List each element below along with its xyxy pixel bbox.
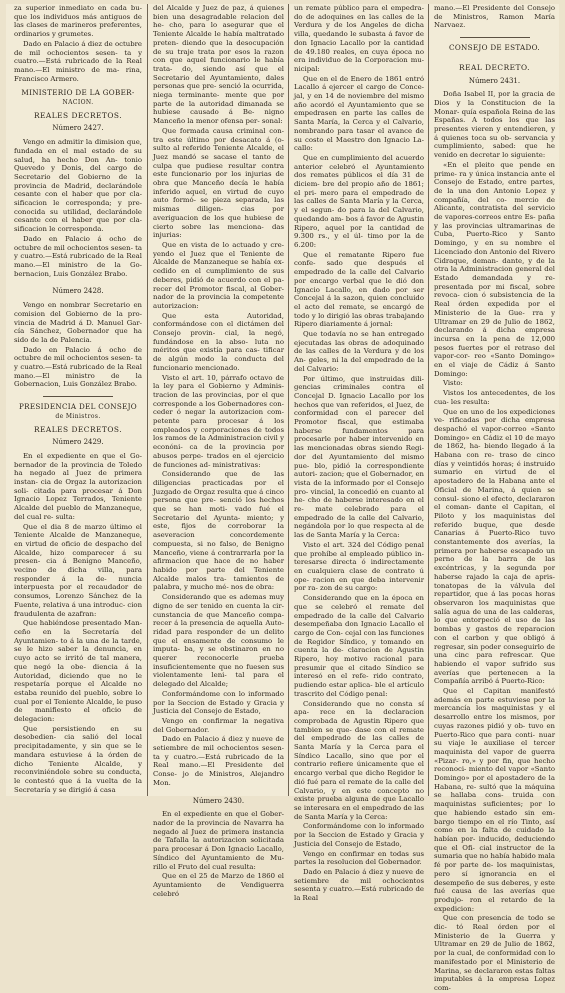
decree-number: Número 2431.	[468, 76, 521, 85]
paragraph: Conformándome con lo informado por la Seccion de Estado y Gracia y Justicia del Consejo de Estado,	[294, 822, 424, 848]
paragraph: En el expediente en que el Go- bernador de la provincia de Toledo ha negado al Juez de primera instan- cia de Orgaz la autorizacion soli- citada para procesar á Don Ignacio Lopez Terrados, Teniente Alcalde del pueblo de Manzaneque, del cual re- sulta:	[14, 451, 142, 521]
paragraph: Vengo en confirmar la negativa del Gobernador.	[153, 716, 284, 734]
paragraph: Que el rematante Ripero fue confe- sado que después el empedrado de la calle del Calvario por encargo verbal que le dió don Ignacio Lacallo, en dado por ser Concejal á la sazon, quien concluido el acto del remate, se encargó de todo y lo dirigió las obras trabajando Ripero diariamente á jornal:	[294, 250, 424, 329]
ministry-subheading: de Ministros.	[55, 412, 101, 420]
section-heading: REALES DECRETOS.	[33, 424, 123, 434]
paragraph: «En el pleito que pende en prime- ra y única instancia ante el Consejo de Estado, entre partes, de la una don Antonio Lopez y compañía, del co- mercio de Alicante, contratista del servicio de vapores-correos entre Es- paña y las provincias ultramarinas de Cuba, Puerto-Rico y Santo Domingo, y en su nombre el Licenciado don Antonio del Rivero Cidraque, deman- dante, y de la otra la Administracion general del Estado demandada y re- presentada por mi fiscal, sobre revoca- cion ó subsistencia de la Real órden expedida por el Ministerio de la Gue- rra y Ultramar en 29 de Julio de 1862, declarando á dicha empresa incursa en la pena de 12,000 pesos fuertes por el retraso del vapor-cor- reo «Santo Domingo» en el viaje de Cádiz á Santo Domingo:	[434, 160, 555, 378]
paragraph: Que esta Autoridad, conformándose con el dictámen del Consejo provin- cial, la negó, fundándose en la abso- luta no méritos que existía para cas- tificar de algún modo la conducta del funcionario mencionado.	[153, 311, 284, 372]
decree-number: Número 2430.	[192, 796, 245, 805]
paragraph: Que formada causa criminal con- tra este último por desacato á (o- sulto al referido Teniente Alcalde, el Juez mandó se sacase el tanto de culpa que pudiese resultar contra este funcionario por los injurias de obra que Manceño decía le había inferido aquel, en virtud de cuyo auto formó- se pieza separada, las mismas diligen- cias por averiguacion de los que hubiese de cierto sobre las menciona- das injurias:	[153, 126, 284, 240]
column-4	[434, 4, 555, 992]
paragraph: Dado en Palacio á ocho de octubre de mil ochocientos sesen- ta y cuatro.—Está rubricado de la Real mano.—El ministro de la Gobernacion, Luis González Brabo.	[14, 345, 142, 389]
paragraph: Por último, que instruidas dili- gencias criminales contra el Concejal D. Ignacio Lacallo por los hechos que van referidos, el Juez, de conformidad con el parecer del Promotor fiscal, que estimaba haberse fundamentos para procesarle por haber intervenido en las mencionadas obras siendo Regi- dor del Ayuntamiento del mismo pue- blo, pidió la correspondiente autori- zacion; que el Gobernador, en vista de la informado por el Consejo pro- vincial, la concedió en cuanto al he- cho de haberse interesado en el re- mate celebrado para el empedrado de la calle del Calvario, negándola por lo que respecta al de las de Santa María y la Cerca:	[294, 374, 424, 540]
paragraph: Conformándome con lo informado por la Seccion de Estado y Gracia y Justicia del Consejo de Estado,	[153, 689, 284, 716]
paragraph: Considerando que de las diligencias practicadas por el Juzgado de Orgaz resulta que á cinco persona que pre- senció los hechos que se han moti- vado fué el Secretario del Ayunta- miento; y este, fijos de corroborar la aseveracion concordemente compuesta, si no falso, de Benigno Manceño, viene á contrarrarla por la afirmacion que hace de no haber habido por parte del Teniente Alcalde malos tra- tamientos de palabra, y mucho mé- nos de obra:	[153, 470, 284, 592]
paragraph: Visto:	[443, 379, 463, 388]
column-3	[294, 4, 425, 903]
paragraph: Dado en Palacio á ocho de octubre de mil ochocientos sesen- ta y cuatro.—Está rubricado de la Real mano.—El ministro de la Go- bernacion, Luis González Brabo.	[14, 234, 142, 278]
paragraph: del Alcalde y Juez de paz, á quienes bien una desagradable relacion del he- cho, para lo asegurar que el Teniente Alcalde le había maltratado preten- diendo que la desocupación de su traje trata por esos la razon con que aquel funcionario le había trata- do, siendo así que el Secretario del Ayuntamiento, dales personas que pre- senció la ocurrida, niega terminante- mente que por parte de la autoridad dimanada se hubiese causado á Be- nigno Manceño la menor ofensa per- sonal:	[153, 4, 284, 126]
paragraph: Que en cumplimiento del acuerdo anterior celebró el Ayuntamiento dos remates públicos el día 31 de diciem- bre del propio año de 1861; el pri- mero para el empedrado de las calles de Santa María y la Cerca, y el segun- do para la del Calvario, quedando am- bos á favor de Agustin Ripero, aquel por la cantidad de 9.300 rs., y el úl- timo por la de 6.200:	[294, 153, 425, 249]
paragraph: Que persistiendo en su desobedien- cia salió del local precipitadamente, y sin que se le mandara estuviese á la órden de dicho Teniente Alcalde, y reconviniéndole sobre su conducta, le contestó que á la vuelta de la Secretaría y se dirigió á casa	[14, 724, 142, 794]
paragraph: Que en uno de los expediciones ve- rificadas por dicha empresa despachó el vapor-correo «Santo Domingo» en Cádiz el 10 de mayo de 1862, ha- biendo llegado á la Habana con re- traso de cinco días y veintidós horas; é instruido sumario en virtud de el apostadero de la Habana ante el Oficial de Marina, á quien se consul- siono el efecto, declararon el coman- dante el Capitan, el Piloto y los maquinistas del referido buque, que desde Canarias á Puerto-Rico tuvo constantemente dos averías, la primera por haberse escapado un perno de la barra de las excéntricas, y la segunda por haberse rajado la caja de apris- tonatopas de la válvula del repartidor, que á las pocas horas observaron los maquinistas que salía agua de una de las calderas, lo que entorpeció el uso de las bombas y gastos de reparacion con el carbon y que obligó á regresar, sin poder conseguirlo de una cinc para refrescar. Que habiendo el vapor sufrido sus averías que pertenecen a la Compañía arribó á Puerto-Rico:	[434, 407, 555, 686]
paragraph: Considerando que no consta sí apa- rece en la declaracion comprobada de Agustin Ripero que tambien se que- dase con el remate del empedrado de las calles de Santa María y la Cerca para el Síndico Lacallo, sino que por el contrario refiere únicamente que el encargo verbal que dicho Regidor le dió fué para el remate de la calle del Calvario, y en este concepto no existe prueba alguna de que Lacallo se interesara en el empedrado de las de Santa María y la Cerca:	[294, 699, 424, 821]
paragraph: Dado en Palacio á diez y nueve de setiembre de mil ochocientos sesenta y cuatro.—Está rubricado de la Real	[294, 867, 424, 903]
column-divider	[288, 4, 289, 796]
paragraph: Que en el de Enero de 1861 entró Lacallo á ejercer el cargo de Conce- jal, y en 14 de noviembre del mismo año acordó el Ayuntamiento que se empedrasen en parte las calles de Santa María, la Cerca y el Calvario, nombrando para tasar el avance de su costo el Maestro don Ignacio La- callo:	[294, 74, 424, 153]
paragraph: Que en el 25 de Marzo de 1860 el Ayuntamiento de Vendiguerra celebró	[153, 872, 284, 898]
ministry-subheading: NACION.	[62, 99, 94, 107]
section-rule	[460, 37, 530, 38]
column-divider	[428, 4, 429, 796]
gazette-page	[6, 4, 559, 992]
column-2	[153, 4, 284, 898]
ministry-heading: MINISTERIO DE LA GOBER-	[21, 88, 135, 98]
paragraph: Dado en Palacio á diez y nueve de setiembre de mil ochocientos sesen- ta y cuatro.—Está rubricado de la Real mano.—El Presidente del Conse- jo de Ministros, Alejandro Mon.	[153, 735, 284, 787]
paragraph: Vengo en nombrar Secretario en comision del Gobierno de la pro- vincia de Madrid á D. Manuel Gar- cía Sánchez, Gobernador que ha sido de la de Palencia.	[14, 301, 142, 344]
paragraph: Dado en Palacio á diez de octubre de mil ochocientos sesen- ta y cuatro.—Está rubricado de la Real mano.—El ministro de ma- rina, Francisco Armero.	[14, 39, 142, 83]
ministry-heading: PRESIDENCIA DEL CONSEJO	[19, 402, 137, 412]
decree-number: Número 2429.	[52, 438, 104, 447]
paragraph: Vengo en admitir la dimision que, fundada en el mal estado de su salud, ha hecho Don An- tonio Quevedo y Donis, del cargo de Secretario del Gobierno de la provincia de Madrid, declarándole cesante con el haber que por cla- sificacion le corresponda; y pre- conocida su utilidad, declarándole cesante con el haber que por cla- sificacion le corresponda.	[14, 138, 142, 234]
section-heading: REALES DECRETOS.	[33, 110, 123, 120]
paragraph: Que todavía no se han entregado ejecutadas las obras de adoquinado de las calles de la Verdura y de los An- geles, ni la del empedrado de la del Calvario:	[294, 330, 424, 373]
paragraph: Considerando que es ademas muy digno de ser tenido en cuenta la cir- cunstancia de que Manceño compa- recer á la presencia de aquella Auto- ridad para responder de un delito que el ensamente de consumo le imputa- ba, y se obstinaron en no querer reconocerle prueba insuficientemente que no fuesen sus violentamente leni- tal para el delegado del Alcalde;	[153, 593, 284, 689]
council-heading: CONSEJO DE ESTADO.	[449, 43, 540, 53]
paragraph: Vistos los antecedentes, de los cua- les resulta:	[434, 389, 555, 406]
paragraph: Considerando que en la época en que se celebró el remate del empedrado de la calle del Calvario desempeñaba don Ignacio Lacallo el cargo de Con- cejal con las funciones de Regidor Síndico, y tomando en cuenta la de- claracion de Agustin Ripero, hoy motivo racional para presumir que el citado Síndico se interesó en el refe- rido contrato, pudiendo estar aplica- ble el artículo trascrito del Código penal:	[294, 594, 425, 698]
paragraph: Que con presencia de todo se dic- tó Real órden por el Ministerio de la Guerra y Ultramar en 29 de Julio de 1862, por la cual, de conformidad con lo manifestado por el Ministerio de Marina, se declararon estas faltas imputables á la empresa Lopez com-	[434, 914, 555, 992]
paragraph: Vengo en confirmar en todas sus partes la resolucion del Gobernador.	[294, 849, 424, 867]
section-rule	[43, 396, 113, 397]
paragraph: Que el dia 8 de marzo último el Teniente Alcalde de Manzaneque, en virtud de oficio de despacho del Alcalde, hizo comparecer á su presen- cia á Benigno Manceño, vecino de dicha villa, para responder á la de- nuncia interpuesta por el recaudador de consumos, Lorenzo Sánchez de la Fuente, relativa á una introduc- cion fraudulenta de azafran:	[14, 522, 143, 618]
column-1	[14, 4, 142, 796]
paragraph: Que en vista de lo actuado y cre- yendo el Juez que el Teniente de Alcalde de Manzaneque se había ex- cedido en el cumplimiento de sus deberes, pidió de acuerdo con el pa- recer del Promotor fiscal, al Gober- nador de la provincia la competente autorizacion:	[153, 240, 284, 310]
decree-number: Número 2427.	[52, 124, 104, 133]
section-heading: REAL DECRETO.	[459, 62, 530, 72]
paragraph: Visto el art. 324 del Código penal que prohíbe al empleado público in- teresarse directa ó indirectamente en cualquiera clase de contrato ú ope- racion en que deba intervenir por ra- zon de su cargo:	[294, 540, 424, 593]
paragraph: za superior inmediato en cada bu- que los individuos más antiguos de las clases de marineros preferentes, ordinarios y grumetes.	[14, 4, 142, 39]
paragraph: Que el Capitan manifestó además en parte estuviese por la mercancía los maquinistas y el desarrollo entre los mismos, por cuyas razones pidió y ob- tuvo en Puerto-Rico que para conti- nuar su viaje le auxiliase el tercer maquinista del vapor de guerra «Pizar- ro,» y por fin, que hecho reconoci- miento del vapor «Santo Domingo» por el apostadero de la Habana, re- sultó que la máquina se hallaba cons- truida con maquinistas suficientes; por lo que habiendo estado sin em- bargo tiempo en el río Tinto, así como en la falta de cuidado la habían por- inducido, deduciendo que el Ofi- cial instructor de la sumaria que no había habido mala fé por parte de- los maquinistas, pero sí ignorancia en el desempeño de sus deberes, y este fué causa de las averías que produjo- ron el retardo de la expedicion:	[434, 687, 555, 913]
paragraph: Doña Isabel II, por la gracia de Dios y la Constitucion de la Monar- quía española Reina de las Españas. A todos los que las presentes vieren y entendieren, y á quienes toca su ob- servancia y cumplimiento, sabed: que he venido en decretar lo siguiente:	[434, 90, 555, 160]
paragraph: un remate público para el empedra- do de adoquines en las calles de la Verdura y de los Angeles de dicha villa, quedando le subasta á favor de don Ignacio Lacallo por la cantidad de 49.180 reales, en cuya época no era individuo de la Corporacion mu- nicipal:	[294, 4, 424, 73]
column-divider	[147, 4, 148, 796]
paragraph: mano.—El Presidente del Consejo de Ministros, Ramon María Narvaez.	[434, 4, 555, 30]
paragraph: En el expediente en que el Gober- nador de la provincia de Navarra ha negado al Juez de primera instancia de Tafalla la autorizacion solicitada para procesar á Don Ignacio Lacallo, Síndico del Ayuntamiento de Mu- rillo el Fruto del cual resulta:	[153, 810, 284, 871]
paragraph: Que habiéndose presentado Man- ceño en la Secretaría del Ayuntamien- to á la una de la tarde, se le hizo saber la denuncia, en cuyo acto se irritó de tal manera, que negó la obe- diencia á la Autoridad, diciendo que no le respetaría porque el Alcalde no estaba reunido del pueblo, sobre lo cual por el Teniente Alcalde, le puso de manifiesto el oficio de delegacion:	[14, 619, 142, 724]
decree-number: Número 2428.	[52, 287, 104, 296]
paragraph: Visto el art. 10, párrafo octavo de la ley para el Gobierno y Adminis- tracion de las provincias, por el que corresponde a los Gobernadores con- ceder ó negar la autorizacion com- petente para procesar á los empleados y corporaciones de todos los ramos de la Administracion civil y econóni- ca de la provincia por abusos perpe- trados en el ejercicio de funciones ad- ministrativas:	[153, 373, 284, 469]
